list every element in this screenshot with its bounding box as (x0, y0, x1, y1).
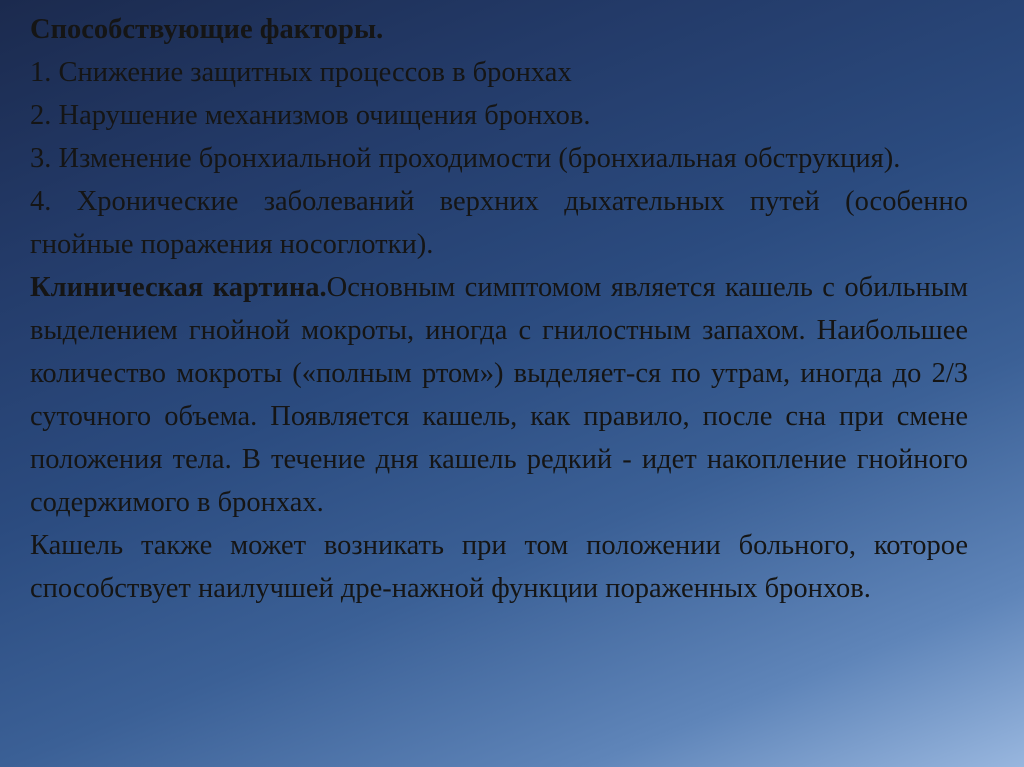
factor-item-4: 4. Хронические заболеваний верхних дыхательных путей (особенно гнойные поражения носоглотки). (30, 186, 968, 260)
factor-item-1: 1. Снижение защитных процессов в бронхах (30, 57, 572, 88)
clinical-heading: Клиническая картина. (30, 272, 327, 303)
factor-item-3: 3. Изменение бронхиальной проходимости (бронхиальная обструкция). (30, 143, 901, 174)
clinical-paragraph (30, 266, 968, 524)
slide-text-block (30, 8, 968, 610)
clinical-paragraph-2: Кашель также может возникать при том положении больного, которое способствует наилучшей дре-нажной функции пораженных бронхов. (30, 530, 968, 604)
factors-heading: Способствующие факторы. (30, 14, 384, 45)
factor-item-2: 2. Нарушение механизмов очищения бронхов. (30, 100, 591, 131)
clinical-text: Основным симптомом является кашель с обильным выделением гнойной мокроты, иногда с гнилостным запахом. Наибольшее количество мокроты («полным ртом») выделяет-ся по утрам, иногда до 2/3 суточного объема. Появляется кашель, как правило, после сна при смене положения тела. В течение дня кашель редкий - идет накопление гнойного содержимого в бронхах. (30, 272, 968, 518)
